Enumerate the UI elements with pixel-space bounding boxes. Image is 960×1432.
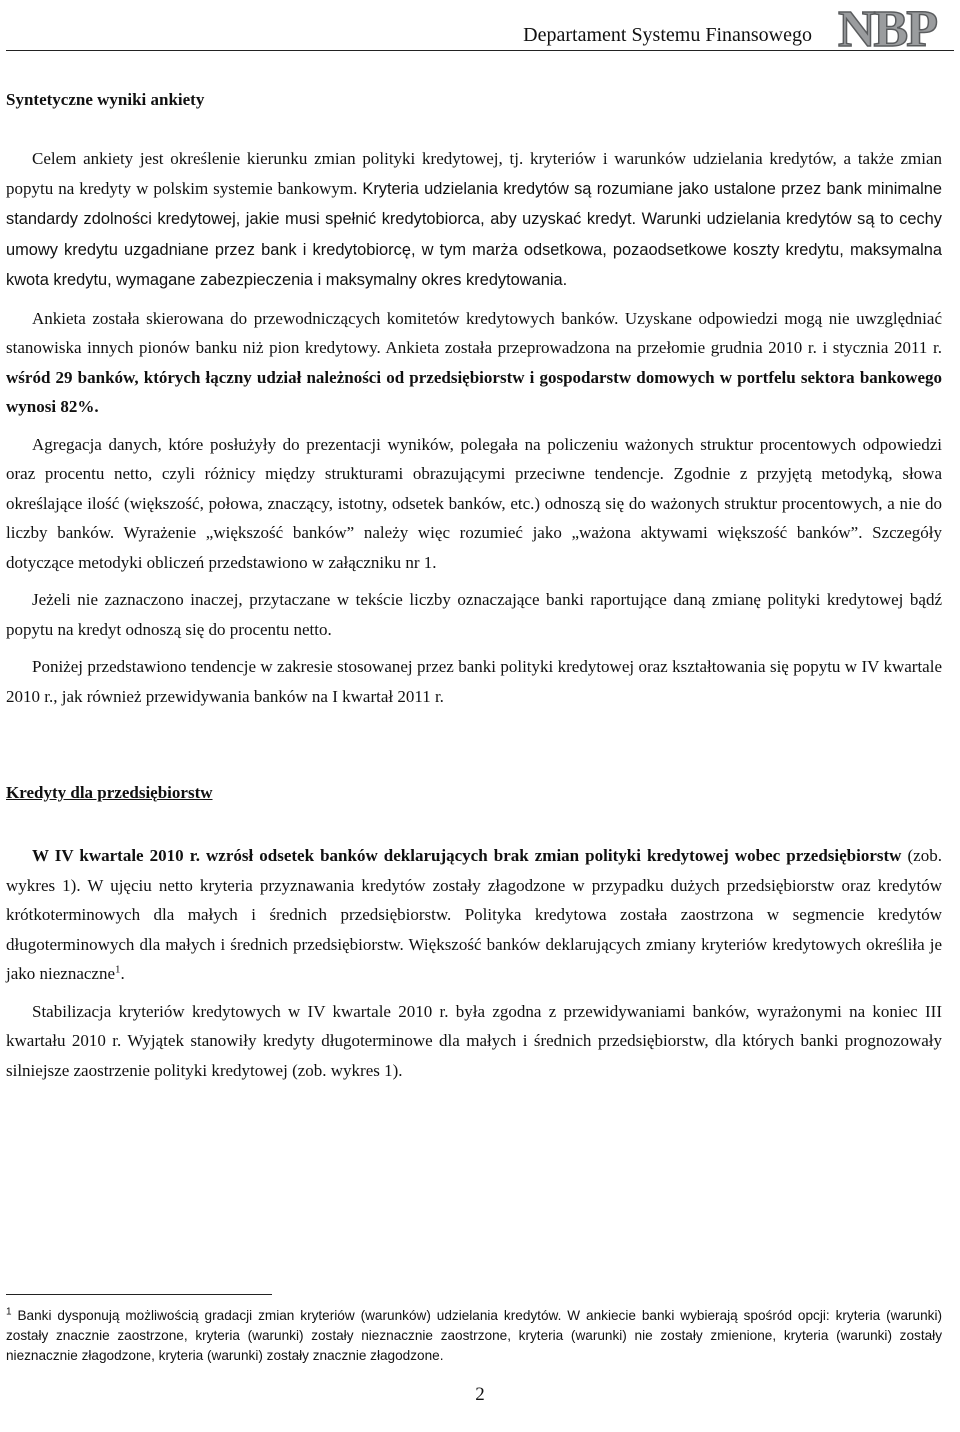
paragraph-aggregation: Agregacja danych, które posłużyły do prezentacji wyników, polegała na policzeniu ważonych struktur procentowych odpowiedzi oraz procentu netto, czyli różnicy między strukturami obrazującymi przeciwne tendencje. Zgodnie z przyjętą metodyką, słowa określające ilość (większość, połowa, znaczący, istotny, odsetek banków, etc.) odnoszą się do ważonych struktur procentowych, a nie do liczby banków. Wyrażenie „większość banków” należy więc rozumieć jako „ważona aktywami większość banków”. Szczegóły dotyczące metodyki obliczeń przedstawiono w załączniku nr 1. bbox=[6, 434, 942, 572]
page-header bbox=[0, 0, 960, 52]
footnote-mark: 1 bbox=[6, 1306, 12, 1318]
paragraph-purpose-a: Celem ankiety jest określenie kierunku zmian polityki kredytowej, tj. kryteriów i warunków udzielania kredytów, a także zmian popytu na kredyty w polskim systemie bankowym. bbox=[6, 149, 942, 198]
paragraph-survey-a: Ankieta została skierowana do przewodniczących komitetów kredytowych banków. Uzyskane odpowiedzi mogą nie uwzględniać stanowiska innych pionów banku niż pion kredytowy. Ankieta została przeprowadzona na przełomie grudnia 2010 r. i stycznia 2011 r. bbox=[6, 308, 942, 357]
paragraph-stabilization: Stabilizacja kryteriów kredytowych w IV kwartale 2010 r. była zgodna z przewidywaniami banków, wyrażonymi na koniec III kwartału 2010 r. Wyjątek stanowiły kredyty długoterminowe dla małych i średnich przedsiębiorstw, dla których banki prognozowały silniejsze zaostrzenie polityki kredytowej (zob. wykres 1). bbox=[6, 1001, 942, 1080]
paragraph-q4-policy-bold: W IV kwartale 2010 r. wzrósł odsetek banków deklarujących brak zmian polityki kredytowej wobec przedsiębiorstw bbox=[32, 846, 902, 865]
section-heading-results: Syntetyczne wyniki ankiety bbox=[6, 90, 205, 109]
paragraph-q4-policy: W IV kwartale 2010 r. wzrósł odsetek banków deklarujących brak zmian polityki kredytowej wobec przedsiębiorstw (zob. wykres 1). W ujęciu netto kryteria przyznawania kredytów zostały złagodzone w przypadku dużych przedsiębiorstw oraz kredytów krótkoterminowych dla małych i średnich przedsiębiorstw. Polityka kredytowa została zaostrzona w segmencie kredytów długoterminowych dla małych i średnich przedsiębiorstw. Większość banków deklarujących zmiany kryteriów kredytowych określiła je jako nieznaczne$^1$. bbox=[6, 846, 942, 983]
logo-text: NBP bbox=[838, 2, 936, 52]
footnote bbox=[6, 1306, 942, 1366]
paragraph-q4-policy-rest: (zob. wykres 1). W ujęciu netto kryteria przyznawania kredytów zostały złagodzone w przypadku dużych przedsiębiorstw oraz kredytów krótkoterminowych dla małych i średnich przedsiębiorstw. Polityka kredytowa została zaostrzona w segmencie kredytów długoterminowych dla małych i średnich przedsiębiorstw. Większość banków deklarujących zmiany kryteriów kredytowych określiła je jako nieznaczne bbox=[6, 846, 942, 983]
footnote-text: Banki dysponują możliwością gradacji zmian kryteriów (warunków) udzielania kredytów. W ankiecie banki wybierają spośród opcji: kryteria (warunki) zostały znacznie zaostrzone, kryteria (warunki) zostały nieznacznie zaostrzone, kryteria (warunki) nie zostały zmienione, kryteria (warunki) zostały nieznacznie złagodzone, kryteria (warunki) zostały znacznie złagodzone. bbox=[6, 1308, 942, 1363]
footnote-divider bbox=[6, 1294, 272, 1295]
paragraph-purpose bbox=[6, 144, 942, 296]
header-divider bbox=[6, 50, 954, 51]
section-heading-enterprise-loans: Kredyty dla przedsiębiorstw bbox=[6, 783, 213, 802]
department-name: Departament Systemu Finansowego bbox=[523, 24, 812, 46]
page-number: 2 bbox=[475, 1384, 485, 1405]
footnote-reference[interactable]: 1 bbox=[115, 963, 121, 976]
paragraph-tendencies: Poniżej przedstawiono tendencje w zakresie stosowanej przez banki polityki kredytowej oraz kształtowania się popytu w IV kwartale 2010 r., jak również przewidywania banków na I kwartał 2011 r. bbox=[6, 657, 942, 706]
paragraph-net-percent: Jeżeli nie zaznaczono inaczej, przytaczane w tekście liczby oznaczające banki raportujące daną zmianę polityki kredytowej bądź popytu na kredyt odnoszą się do procentu netto. bbox=[6, 590, 942, 639]
main-content bbox=[6, 90, 942, 1085]
paragraph-purpose-b: Kryteria udzielania kredytów są rozumiane jako ustalone przez bank minimalne standardy zdolności kredytowej, jakie musi spełnić kredytobiorca, aby uzyskać kredyt. Warunki udzielania kredytów są to cechy umowy kredytu uzgadniane przez bank i kredytobiorcę, w tym marża odsetkowa, pozaodsetkowe koszty kredytu, maksymalna kwota kredytu, wymagane zabezpieczenia i maksymalny okres kredytowania. bbox=[6, 179, 942, 289]
paragraph-survey-b: wśród 29 banków, których łączny udział należności od przedsiębiorstw i gospodarstw domowych w portfelu sektora bankowego wynosi 82%. bbox=[6, 367, 942, 416]
paragraph-survey bbox=[6, 304, 942, 422]
nbp-logo bbox=[836, 2, 956, 52]
